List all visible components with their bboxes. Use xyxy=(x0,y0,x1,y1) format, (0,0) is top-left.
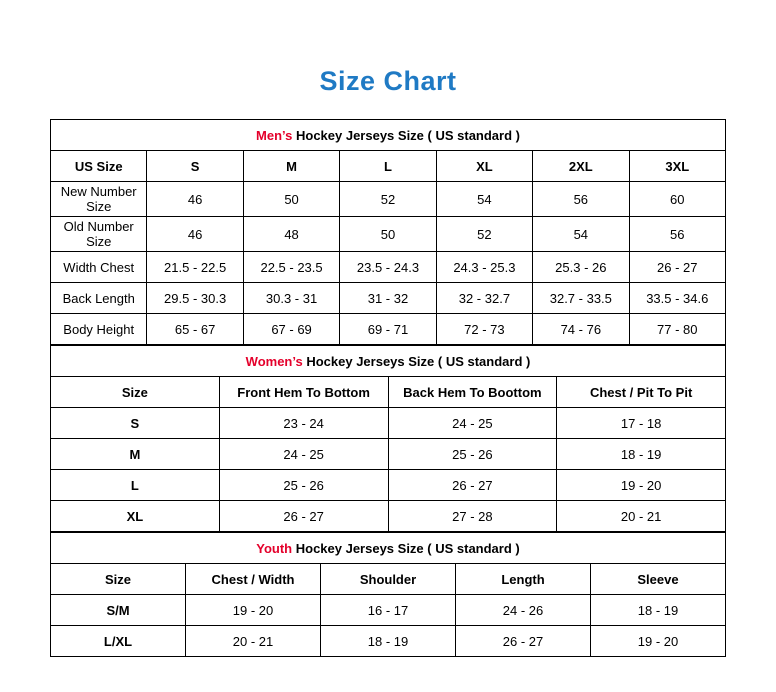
mens-banner-rest: Hockey Jerseys Size ( US standard ) xyxy=(292,127,520,143)
mens-cell-3-1: 29.5 - 30.3 xyxy=(147,283,243,314)
mens-cell-3-2: 30.3 - 31 xyxy=(243,283,339,314)
mens-row-1-label: Old Number Size xyxy=(51,217,147,252)
womens-row-1-label: M xyxy=(51,439,220,470)
mens-cell-2-2: 22.5 - 23.5 xyxy=(243,252,339,283)
youth-cell-1-4: 19 - 20 xyxy=(591,626,726,657)
youth-row-1-label: L/XL xyxy=(51,626,186,657)
table-row xyxy=(51,501,726,532)
mens-cell-1-2: 48 xyxy=(243,217,339,252)
womens-banner-accent: Women’s xyxy=(245,353,303,369)
youth-header-3: Length xyxy=(456,564,591,595)
womens-section-banner xyxy=(51,346,726,377)
youth-cell-0-3: 24 - 26 xyxy=(456,595,591,626)
table-banner-row xyxy=(51,346,726,377)
womens-header-1: Front Hem To Bottom xyxy=(219,377,388,408)
womens-row-2-label: L xyxy=(51,470,220,501)
mens-header-1: S xyxy=(147,151,243,182)
womens-cell-0-3: 17 - 18 xyxy=(557,408,726,439)
womens-row-0-label: S xyxy=(51,408,220,439)
youth-row-0-label: S/M xyxy=(51,595,186,626)
womens-header-0: Size xyxy=(51,377,220,408)
mens-cell-3-3: 31 - 32 xyxy=(340,283,436,314)
mens-cell-4-5: 74 - 76 xyxy=(533,314,629,345)
mens-cell-2-5: 25.3 - 26 xyxy=(533,252,629,283)
womens-cell-0-2: 24 - 25 xyxy=(388,408,557,439)
table-row xyxy=(51,626,726,657)
table-row xyxy=(51,314,726,345)
page-title: Size Chart xyxy=(319,66,457,96)
table-row xyxy=(51,182,726,217)
mens-cell-2-1: 21.5 - 22.5 xyxy=(147,252,243,283)
youth-section-banner xyxy=(51,533,726,564)
youth-header-2: Shoulder xyxy=(321,564,456,595)
mens-banner-accent: Men’s xyxy=(256,127,293,143)
youth-header-4: Sleeve xyxy=(591,564,726,595)
womens-header-2: Back Hem To Boottom xyxy=(388,377,557,408)
table-row xyxy=(51,252,726,283)
youth-cell-1-1: 20 - 21 xyxy=(186,626,321,657)
youth-header-1: Chest / Width xyxy=(186,564,321,595)
table-row xyxy=(51,595,726,626)
womens-header-3: Chest / Pit To Pit xyxy=(557,377,726,408)
youth-cell-0-4: 18 - 19 xyxy=(591,595,726,626)
mens-section-banner xyxy=(51,120,726,151)
mens-header-5: 2XL xyxy=(533,151,629,182)
womens-cell-2-3: 19 - 20 xyxy=(557,470,726,501)
mens-header-2: M xyxy=(243,151,339,182)
mens-cell-0-1: 46 xyxy=(147,182,243,217)
mens-cell-1-3: 50 xyxy=(340,217,436,252)
womens-banner-rest: Hockey Jerseys Size ( US standard ) xyxy=(302,353,531,369)
mens-cell-1-5: 54 xyxy=(533,217,629,252)
mens-cell-2-4: 24.3 - 25.3 xyxy=(436,252,532,283)
mens-cell-1-1: 46 xyxy=(147,217,243,252)
table-row xyxy=(51,283,726,314)
mens-cell-0-6: 60 xyxy=(629,182,725,217)
mens-row-3-label: Back Length xyxy=(51,283,147,314)
womens-size-table xyxy=(50,345,726,532)
mens-cell-3-4: 32 - 32.7 xyxy=(436,283,532,314)
mens-cell-4-3: 69 - 71 xyxy=(340,314,436,345)
mens-cell-0-3: 52 xyxy=(340,182,436,217)
mens-cell-4-6: 77 - 80 xyxy=(629,314,725,345)
mens-row-0-label: New Number Size xyxy=(51,182,147,217)
womens-cell-0-1: 23 - 24 xyxy=(219,408,388,439)
mens-cell-0-5: 56 xyxy=(533,182,629,217)
mens-header-4: XL xyxy=(436,151,532,182)
womens-cell-1-1: 24 - 25 xyxy=(219,439,388,470)
table-header-row xyxy=(51,564,726,595)
mens-cell-2-6: 26 - 27 xyxy=(629,252,725,283)
table-banner-row xyxy=(51,120,726,151)
table-row xyxy=(51,217,726,252)
womens-cell-3-3: 20 - 21 xyxy=(557,501,726,532)
table-row xyxy=(51,408,726,439)
mens-cell-4-4: 72 - 73 xyxy=(436,314,532,345)
youth-cell-1-3: 26 - 27 xyxy=(456,626,591,657)
mens-size-table xyxy=(50,119,726,345)
mens-cell-3-6: 33.5 - 34.6 xyxy=(629,283,725,314)
mens-cell-0-4: 54 xyxy=(436,182,532,217)
mens-header-6: 3XL xyxy=(629,151,725,182)
youth-cell-0-1: 19 - 20 xyxy=(186,595,321,626)
mens-cell-4-2: 67 - 69 xyxy=(243,314,339,345)
youth-cell-0-2: 16 - 17 xyxy=(321,595,456,626)
womens-cell-1-2: 25 - 26 xyxy=(388,439,557,470)
youth-banner-rest: Hockey Jerseys Size ( US standard ) xyxy=(292,540,520,556)
mens-row-4-label: Body Height xyxy=(51,314,147,345)
mens-row-2-label: Width Chest xyxy=(51,252,147,283)
womens-cell-2-1: 25 - 26 xyxy=(219,470,388,501)
size-chart-container xyxy=(50,119,726,657)
mens-header-3: L xyxy=(340,151,436,182)
mens-cell-1-6: 56 xyxy=(629,217,725,252)
mens-cell-2-3: 23.5 - 24.3 xyxy=(340,252,436,283)
youth-header-0: Size xyxy=(51,564,186,595)
table-row xyxy=(51,439,726,470)
mens-cell-4-1: 65 - 67 xyxy=(147,314,243,345)
youth-cell-1-2: 18 - 19 xyxy=(321,626,456,657)
womens-cell-3-1: 26 - 27 xyxy=(219,501,388,532)
youth-banner-accent: Youth xyxy=(256,540,293,556)
table-banner-row xyxy=(51,533,726,564)
mens-cell-0-2: 50 xyxy=(243,182,339,217)
table-header-row xyxy=(51,151,726,182)
womens-cell-1-3: 18 - 19 xyxy=(557,439,726,470)
womens-row-3-label: XL xyxy=(51,501,220,532)
table-row xyxy=(51,470,726,501)
mens-cell-3-5: 32.7 - 33.5 xyxy=(533,283,629,314)
mens-cell-1-4: 52 xyxy=(436,217,532,252)
mens-header-0: US Size xyxy=(51,151,147,182)
womens-cell-3-2: 27 - 28 xyxy=(388,501,557,532)
womens-cell-2-2: 26 - 27 xyxy=(388,470,557,501)
table-header-row xyxy=(51,377,726,408)
youth-size-table xyxy=(50,532,726,657)
